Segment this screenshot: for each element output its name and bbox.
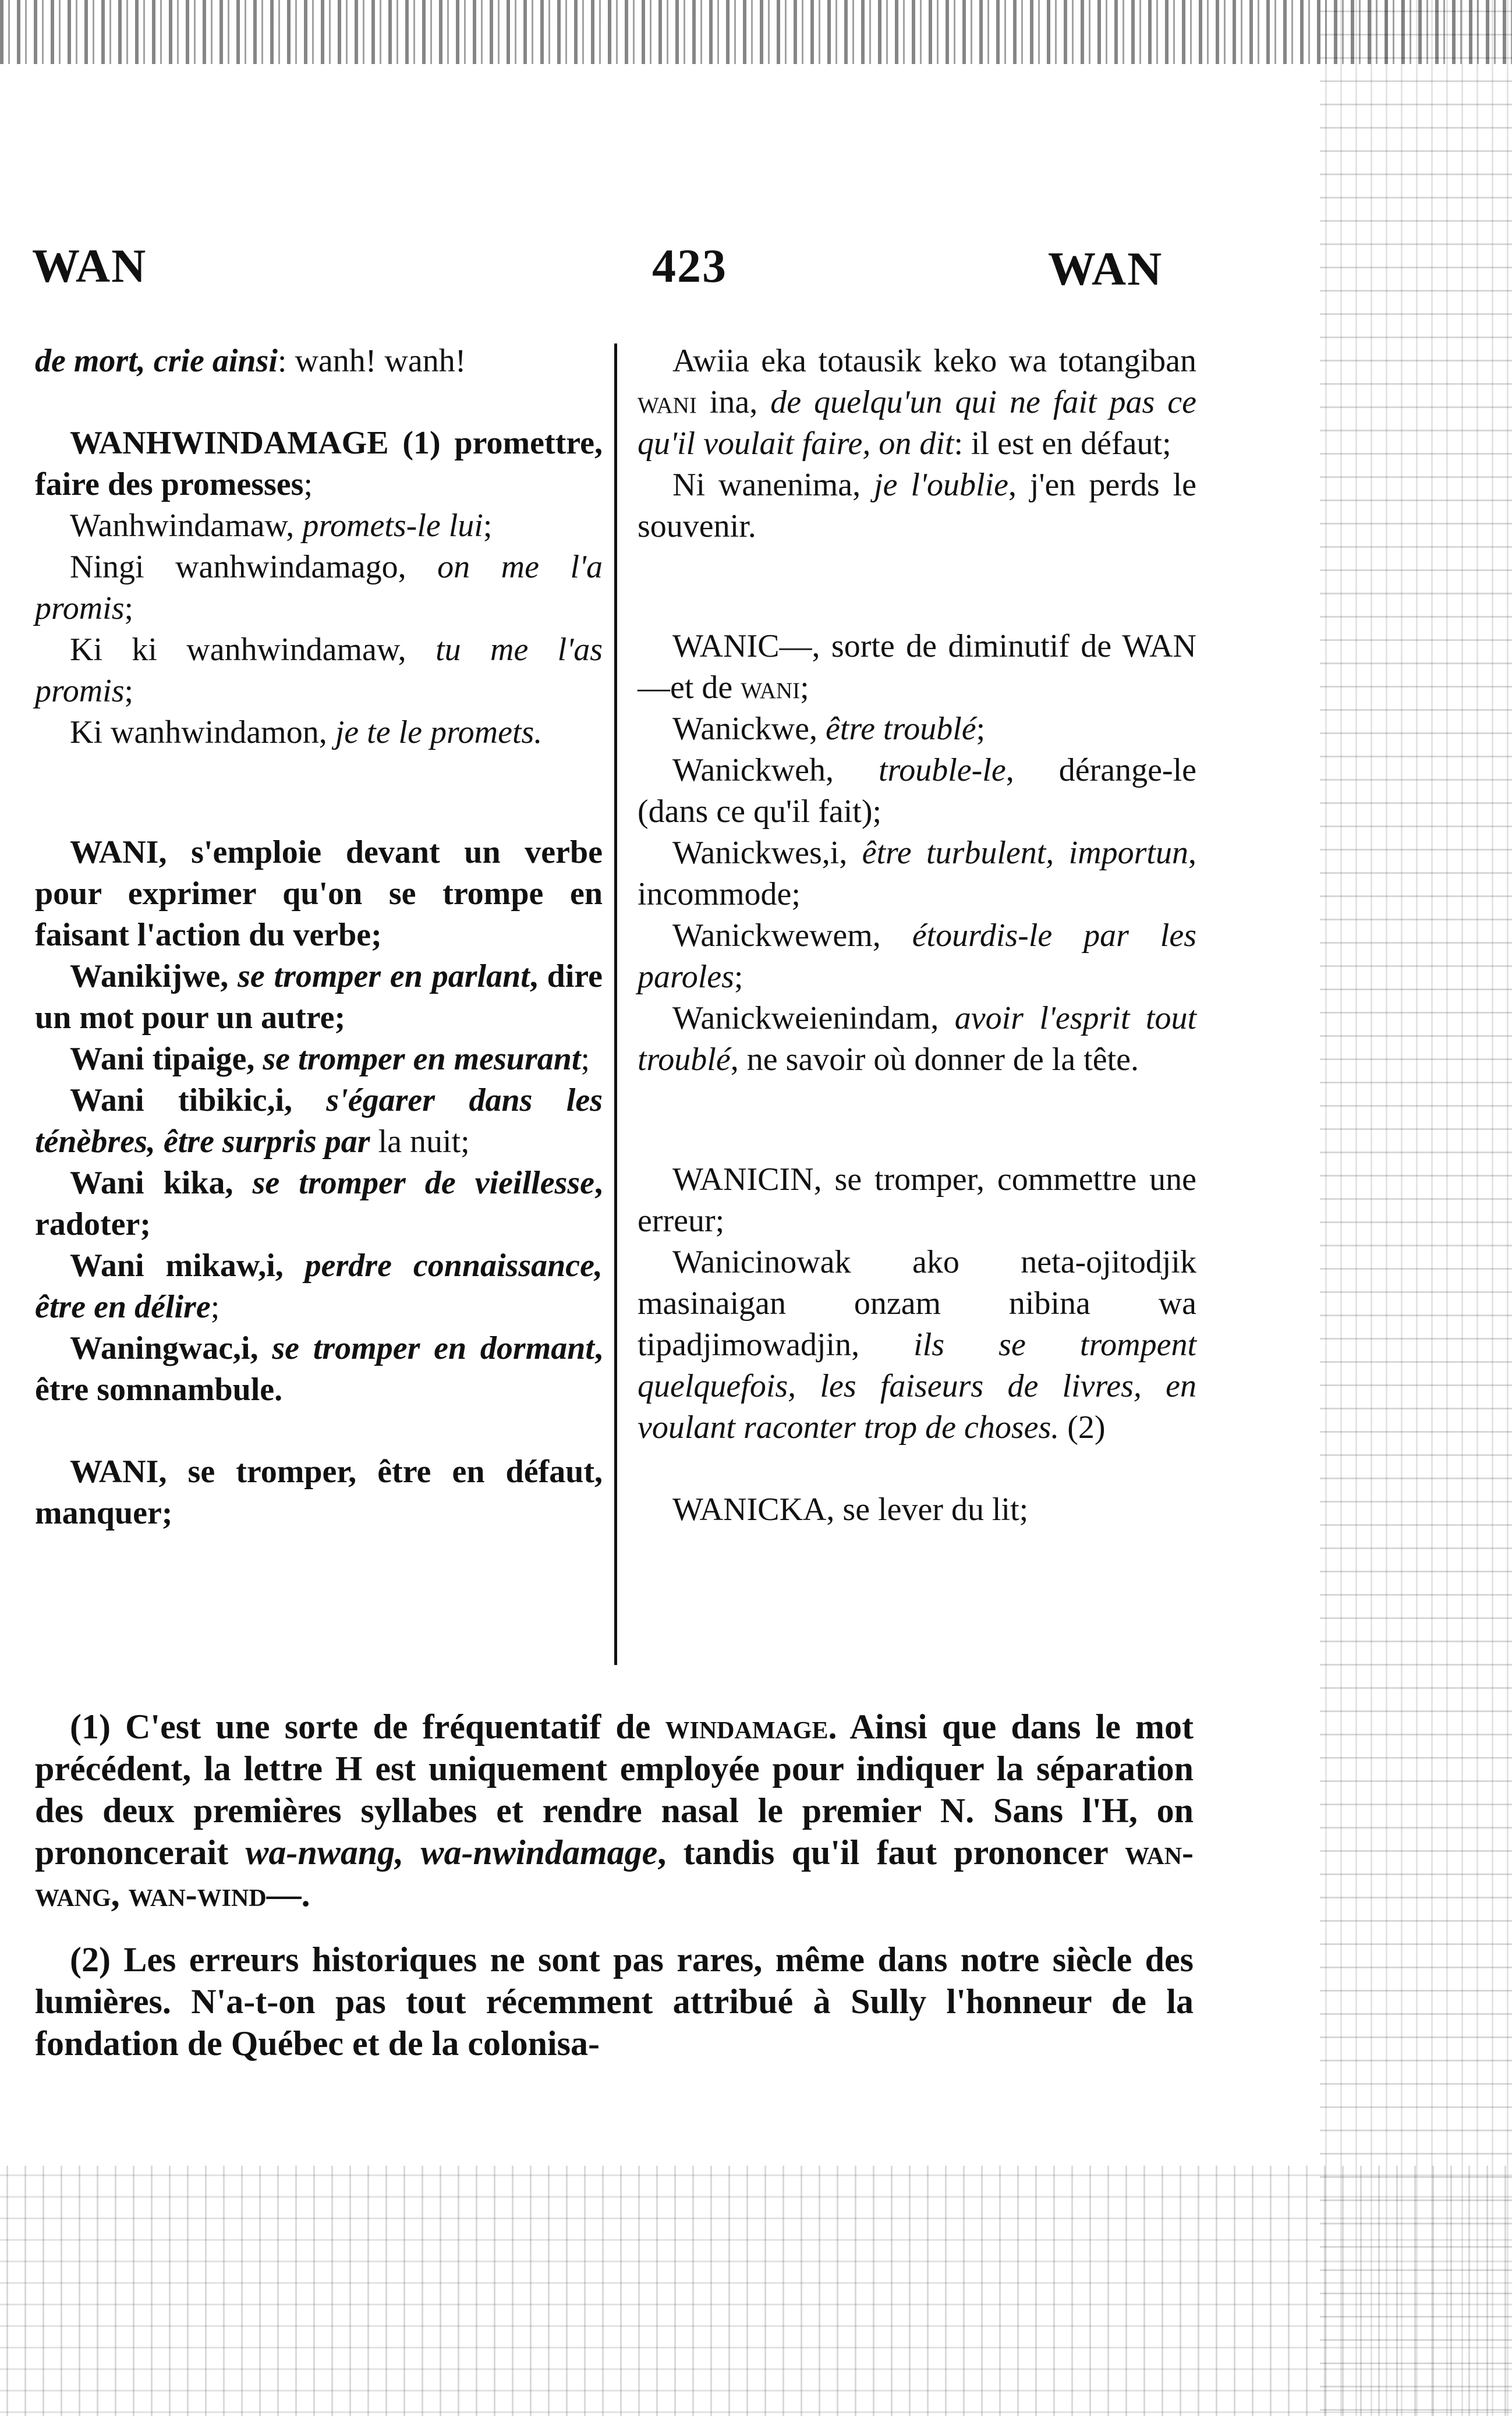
text-run: perdre connaissance, être en délire xyxy=(35,1248,603,1325)
text-run: Wanickweh, xyxy=(672,752,879,788)
text-run: Awiia eka totausik keko wa totangiban xyxy=(672,343,1196,379)
entry-spacer xyxy=(35,382,603,423)
dictionary-entry xyxy=(638,1489,1196,1531)
text-run: se tromper en parlant xyxy=(238,958,530,994)
scan-noise-bottom xyxy=(0,2166,1512,2416)
text-run: Wani kika, xyxy=(70,1165,253,1201)
dictionary-entry xyxy=(35,1080,603,1163)
text-run: Waningwac,i, xyxy=(70,1330,272,1366)
text-run: wani xyxy=(638,384,697,420)
left-column xyxy=(35,341,603,1534)
text-run: tu me l'as promis xyxy=(35,632,603,709)
dictionary-entry xyxy=(35,505,603,547)
entry-spacer xyxy=(638,1448,1196,1489)
scan-noise-right xyxy=(1320,0,1512,2416)
dictionary-entry xyxy=(638,833,1196,915)
text-run: (2) Les erreurs historiques ne sont pas rares, même dans notre siècle des lumières. N'a-t-on pas tout récemment attribué à Sully l'honneur de la fondation de Québec et de la colonisa- xyxy=(35,1940,1194,2063)
dictionary-entry xyxy=(35,341,603,382)
text-run: la nuit; xyxy=(370,1124,470,1160)
text-run: , dérange-le (dans ce qu'il fait); xyxy=(638,752,1196,830)
text-run: je l'oublie xyxy=(874,467,1008,503)
dictionary-entry xyxy=(638,1159,1196,1242)
text-run: WANI, se tromper, être en défaut, manquer; xyxy=(35,1454,603,1531)
dictionary-entry xyxy=(638,750,1196,833)
dictionary-entry xyxy=(638,1242,1196,1448)
text-run: (2) xyxy=(1059,1409,1106,1446)
text-run: se tromper de vieillesse xyxy=(252,1165,594,1201)
dictionary-entry xyxy=(35,832,603,956)
text-run: . xyxy=(301,1875,310,1914)
text-run: WANI, s'emploie devant un verbe pour exprimer qu'on se trompe en faisant l'action du verbe; xyxy=(35,834,603,953)
column-divider xyxy=(614,343,617,1665)
text-run: ; xyxy=(210,1289,220,1325)
dictionary-entry xyxy=(35,712,603,753)
dictionary-entry xyxy=(35,547,603,629)
text-run: , j'en perds le souvenir. xyxy=(638,467,1197,544)
text-run: WANICIN, se tromper, commettre une erreur; xyxy=(638,1161,1196,1239)
text-run: ; xyxy=(124,590,134,626)
text-run: WANIC—, sorte de diminutif de WAN—et de xyxy=(638,628,1196,706)
text-run: Wani mikaw,i, xyxy=(70,1248,305,1284)
dictionary-entry xyxy=(638,915,1196,998)
text-run: Wanickwewem, xyxy=(672,917,912,954)
text-run: se tromper en mesurant xyxy=(263,1041,581,1077)
text-run: , incommode; xyxy=(638,835,1196,912)
text-run: : wanh! wanh! xyxy=(277,343,466,379)
text-run: on me l'a promis xyxy=(35,549,603,626)
text-run: Wani tipaige, xyxy=(70,1041,263,1077)
text-run: Ki ki wanhwindamaw, xyxy=(70,632,436,668)
text-run: être troublé xyxy=(825,711,976,747)
text-run: , radoter; xyxy=(35,1165,603,1242)
text-run: Wanickwe, xyxy=(672,711,826,747)
right-column xyxy=(638,341,1196,1531)
text-run: trouble-le xyxy=(878,752,1006,788)
footnote xyxy=(35,1939,1194,2064)
text-run: se tromper en dormant xyxy=(272,1330,594,1366)
text-run: ; xyxy=(800,669,809,706)
text-run: , dire un mot pour un autre; xyxy=(35,958,603,1036)
text-run: étourdis-le par les paroles xyxy=(638,917,1197,995)
text-run: promets-le lui xyxy=(302,508,483,544)
dictionary-entry xyxy=(35,423,603,505)
text-run: de mort, crie ainsi xyxy=(35,343,278,379)
text-run: ; xyxy=(483,508,493,544)
text-run: Wanickweienindam, xyxy=(672,1000,955,1036)
entry-spacer xyxy=(35,753,603,832)
text-run: ; xyxy=(734,959,743,995)
footnotes xyxy=(35,1706,1194,2088)
footnote xyxy=(35,1706,1194,1915)
text-run: je te le promets. xyxy=(335,714,543,750)
text-run: Wanhwindamaw, xyxy=(70,508,303,544)
text-run: , tandis qu'il faut prononcer xyxy=(657,1833,1125,1872)
text-run: Wani tibikic,i, xyxy=(70,1082,327,1118)
running-head-right: WAN xyxy=(1048,242,1163,295)
dictionary-entry xyxy=(35,1328,603,1411)
text-run: ; xyxy=(303,466,313,502)
text-run: Ni wanenima, xyxy=(672,467,874,503)
dictionary-entry xyxy=(35,956,603,1039)
dictionary-entry xyxy=(638,626,1196,708)
text-run: ; xyxy=(580,1041,590,1077)
dictionary-entry xyxy=(638,708,1196,750)
text-run: (1) C'est une sorte de fréquentatif de xyxy=(70,1708,665,1746)
entry-spacer xyxy=(35,1411,603,1451)
text-run: ils se trompent quelquefois, les faiseurs de livres, en voulant raconter trop de choses. xyxy=(638,1327,1197,1446)
text-run: s'égarer dans les ténèbres, être surpris par xyxy=(35,1082,603,1160)
text-run: Wanikijwe, xyxy=(70,958,238,994)
text-run: , être somnambule. xyxy=(35,1330,603,1408)
text-run: , ne savoir où donner de la tête. xyxy=(730,1041,1139,1078)
text-run: wan-wang, wan-wind— xyxy=(35,1833,1194,1914)
entry-spacer xyxy=(638,547,1196,626)
scan-noise-top xyxy=(0,0,1512,64)
text-run: wa-nwang, wa-nwindamage xyxy=(245,1833,658,1872)
running-head-left: WAN xyxy=(32,239,147,292)
text-run: Ki wanhwindamon, xyxy=(70,714,335,750)
text-run: ; xyxy=(976,711,986,747)
text-run: Ningi wanhwindamago, xyxy=(70,549,438,585)
dictionary-entry xyxy=(638,998,1196,1081)
text-run: WANICKA, se lever du lit; xyxy=(672,1492,1029,1528)
dictionary-entry xyxy=(35,1039,603,1080)
page-number: 423 xyxy=(652,239,727,292)
text-run: Wanickwes,i, xyxy=(672,835,862,871)
dictionary-entry xyxy=(35,1163,603,1245)
text-run: ina, xyxy=(696,384,771,420)
dictionary-entry xyxy=(638,465,1196,547)
text-run: être turbulent, importun xyxy=(862,835,1188,871)
dictionary-entry xyxy=(35,1451,603,1534)
dictionary-entry xyxy=(35,629,603,712)
text-run: de quelqu'un qui ne fait pas ce qu'il voulait faire, on dit xyxy=(638,384,1196,462)
text-run: avoir l'esprit tout troublé xyxy=(638,1000,1197,1078)
entry-spacer xyxy=(638,1081,1196,1159)
text-run: Wanicinowak ako neta-ojitodjik masinaigan onzam nibina wa tipadjimowadjin, xyxy=(638,1244,1196,1363)
dictionary-entry xyxy=(638,341,1196,465)
text-run: ; xyxy=(124,673,134,709)
text-run: windamage xyxy=(665,1708,828,1746)
dictionary-entry xyxy=(35,1245,603,1328)
text-run: . Ainsi que dans le mot précédent, la lettre H est uniquement employée pour indiquer la séparation des deux premières syllabes et rendre nasal le premier N. Sans l'H, on prononcerait xyxy=(35,1708,1194,1872)
text-run: : il est en défaut; xyxy=(954,426,1171,462)
text-run: WANHWINDAMAGE (1) promettre, faire des promesses xyxy=(35,425,603,502)
text-run: wani xyxy=(741,669,801,706)
